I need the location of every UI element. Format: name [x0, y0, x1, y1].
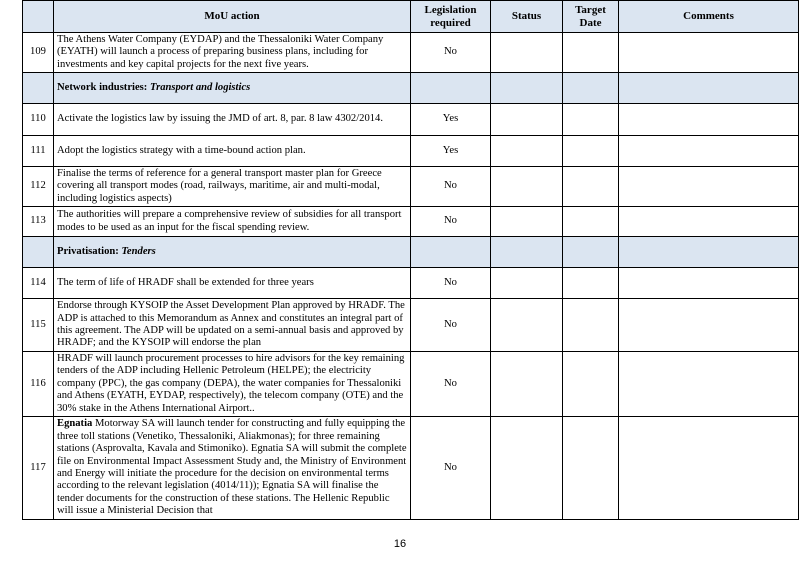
header-row: [23, 1, 799, 33]
header-num: [23, 1, 54, 33]
section-title: Network industries: Transport and logistics: [54, 73, 411, 104]
table-row: [23, 104, 799, 136]
header-mou-action: MoU action: [54, 1, 411, 33]
target-date-cell: [563, 136, 619, 167]
comments-cell: [619, 104, 799, 136]
target-date-cell: [563, 299, 619, 352]
row-number: 109: [23, 33, 54, 73]
target-date-cell: [563, 33, 619, 73]
legislation-value: Yes: [411, 104, 491, 136]
status-cell: [491, 207, 563, 237]
table-row: [23, 417, 799, 520]
table-row: [23, 207, 799, 237]
action-text: The Athens Water Company (EYDAP) and the Thessaloniki Water Company (EYATH) will launch a process of preparing business plans, including for investments and key capital projects for the next five years.: [54, 33, 411, 73]
comments-cell: [619, 167, 799, 207]
target-date-cell: [563, 417, 619, 520]
comments-cell: [619, 417, 799, 520]
table-row: [23, 33, 799, 73]
target-date-cell: [563, 167, 619, 207]
comments-cell: [619, 268, 799, 299]
legislation-value: No: [411, 352, 491, 417]
table-row: [23, 352, 799, 417]
action-text: Egnatia Motorway SA will launch tender for constructing and fully equipping the three toll stations (Venetiko, Thessaloniki, Aliakmonas); for three remaining stations (Asprovalta, Kavala and Stimoniko). Egnatia SA will submit the complete file on Environmental Impact Assessment Study and, the Ministry of Environment and Energy will initiate the procedure for the decision on environmental terms according to the relevant legislation (4014/11)); Egnatia SA will finalise the tender documents for the construction of these stations. The Hellenic Republic will issue a Ministerial Decision that: [54, 417, 411, 520]
legislation-value: No: [411, 33, 491, 73]
row-number: 111: [23, 136, 54, 167]
table-row: [23, 299, 799, 352]
status-cell: [491, 352, 563, 417]
header-legislation-required: Legislation required: [411, 1, 491, 33]
section-row: [23, 73, 799, 104]
legislation-value: No: [411, 268, 491, 299]
legislation-value: No: [411, 167, 491, 207]
row-number: 113: [23, 207, 54, 237]
header-comments: Comments: [619, 1, 799, 33]
row-number: 112: [23, 167, 54, 207]
row-number: 117: [23, 417, 54, 520]
legislation-value: No: [411, 299, 491, 352]
header-status: Status: [491, 1, 563, 33]
action-text: Activate the logistics law by issuing the JMD of art. 8, par. 8 law 4302/2014.: [54, 104, 411, 136]
status-cell: [491, 417, 563, 520]
row-number: 114: [23, 268, 54, 299]
legislation-value: No: [411, 417, 491, 520]
comments-cell: [619, 299, 799, 352]
status-cell: [491, 299, 563, 352]
action-text: The authorities will prepare a comprehensive review of subsidies for all transport modes to be used as an input for the fiscal spending review.: [54, 207, 411, 237]
action-text: Endorse through KYSOIP the Asset Development Plan approved by HRADF. The ADP is attached to this Memorandum as Annex and constitutes an integral part of this agreement. The ADP will be updated on a semi-annual basis and approved by HRADF; and the KYSOIP will endorse the plan: [54, 299, 411, 352]
status-cell: [491, 104, 563, 136]
row-number: 116: [23, 352, 54, 417]
target-date-cell: [563, 268, 619, 299]
comments-cell: [619, 33, 799, 73]
table-row: [23, 268, 799, 299]
legislation-value: No: [411, 207, 491, 237]
action-text: The term of life of HRADF shall be extended for three years: [54, 268, 411, 299]
header-target-date: Target Date: [563, 1, 619, 33]
table-row: [23, 136, 799, 167]
action-text: Finalise the terms of reference for a general transport master plan for Greece covering all transport modes (road, railways, maritime, air and multi-modal, including logistics aspects): [54, 167, 411, 207]
comments-cell: [619, 136, 799, 167]
comments-cell: [619, 352, 799, 417]
comments-cell: [619, 207, 799, 237]
target-date-cell: [563, 104, 619, 136]
section-title: Privatisation: Tenders: [54, 237, 411, 268]
status-cell: [491, 167, 563, 207]
row-number: 110: [23, 104, 54, 136]
status-cell: [491, 33, 563, 73]
page-number: 16: [393, 538, 407, 550]
table-row: [23, 167, 799, 207]
status-cell: [491, 136, 563, 167]
mou-action-table: [22, 0, 799, 520]
status-cell: [491, 268, 563, 299]
action-text: Adopt the logistics strategy with a time-bound action plan.: [54, 136, 411, 167]
target-date-cell: [563, 207, 619, 237]
action-text: HRADF will launch procurement processes to hire advisors for the key remaining tenders of the ADP including Hellenic Petroleum (HELPE); the electricity company (PPC), the gas company (DEPA), the water companies for Thessaloniki and Athens (EYATH, EYDAP, respectively), the telecom company (OTE) and the 30% stake in the Athens International Airport..: [54, 352, 411, 417]
row-number: 115: [23, 299, 54, 352]
legislation-value: Yes: [411, 136, 491, 167]
section-row: [23, 237, 799, 268]
target-date-cell: [563, 352, 619, 417]
action-text-lead: Egnatia: [57, 418, 93, 430]
